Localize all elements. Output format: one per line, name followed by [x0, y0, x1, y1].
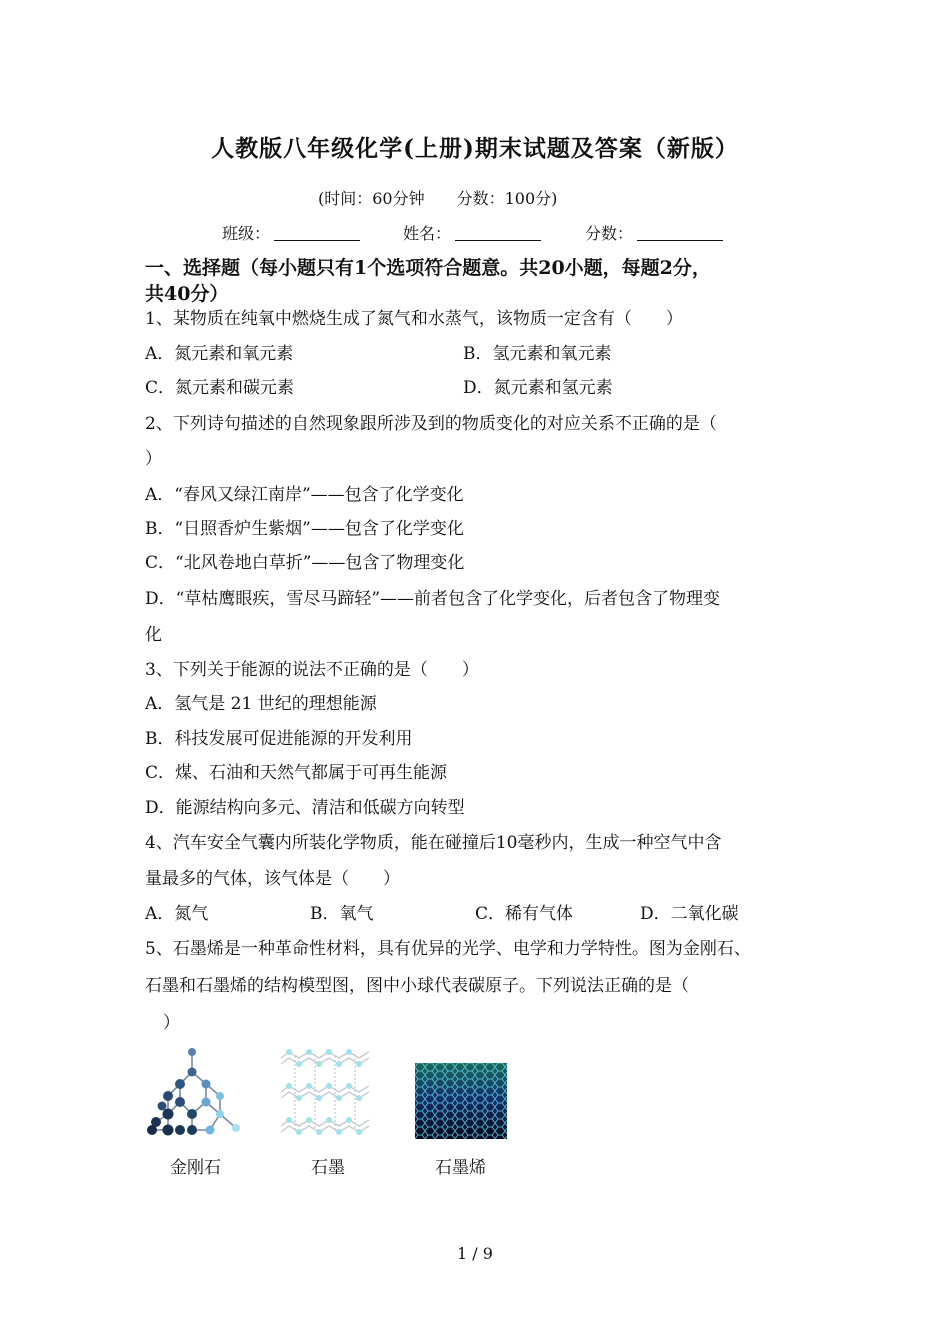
graphene-structure-figure: [415, 1063, 507, 1139]
score-label: 分数：: [585, 224, 634, 243]
q1-option-b: B．氢元素和氧元素: [463, 344, 612, 364]
q1-option-a: A．氮元素和氧元素: [145, 344, 294, 364]
caption-graphite: 石墨: [311, 1158, 345, 1178]
q4-option-b: B．氧气: [310, 904, 374, 924]
time-info: (时间：60分钟 分数：100分): [318, 189, 558, 208]
q2-option-b: B．“日照香炉生紫烟”——包含了化学变化: [145, 519, 464, 539]
q1-stem: 1、某物质在纯氧中燃烧生成了氮气和水蒸气，该物质一定含有（ ）: [145, 309, 683, 329]
name-blank: [455, 226, 541, 241]
q3-option-c: C．煤、石油和天然气都属于可再生能源: [145, 763, 448, 783]
q2-stem-line1: 2、下列诗句描述的自然现象跟所涉及到的物质变化的对应关系不正确的是（: [145, 414, 717, 434]
q1-option-c: C．氮元素和碳元素: [145, 378, 295, 398]
class-blank: [274, 226, 360, 241]
section-heading-line1: 一、选择题（每小题只有1个选项符合题意。共20小题，每题2分，: [145, 257, 711, 279]
class-label: 班级：: [222, 224, 271, 243]
q4-stem-line1: 4、汽车安全气囊内所装化学物质，能在碰撞后10毫秒内，生成一种空气中含: [145, 833, 722, 853]
name-field: [403, 221, 541, 244]
document-title: 人教版八年级化学(上册)期末试题及答案（新版）: [211, 135, 739, 162]
q5-stem-line3: ）: [163, 1013, 180, 1033]
q3-option-a: A．氢气是 21 世纪的理想能源: [145, 694, 377, 714]
q2-option-d-line1: D．“草枯鹰眼疾，雪尽马蹄轻”——前者包含了化学变化，后者包含了物理变: [145, 589, 721, 609]
graphite-structure-figure: [275, 1044, 375, 1139]
diamond-structure-figure: [140, 1044, 250, 1139]
q1-option-d: D．氮元素和氢元素: [463, 378, 613, 398]
q5-stem-line1: 5、石墨烯是一种革命性材料，具有优异的光学、电学和力学特性。图为金刚石、: [145, 939, 751, 959]
section-heading: [145, 255, 835, 307]
page-number: 1 / 9: [457, 1244, 493, 1263]
q3-option-d: D．能源结构向多元、清洁和低碳方向转型: [145, 798, 465, 818]
q3-stem: 3、下列关于能源的说法不正确的是（ ）: [145, 660, 479, 680]
q3-option-b: B．科技发展可促进能源的开发利用: [145, 729, 413, 749]
caption-diamond: 金刚石: [170, 1158, 221, 1178]
q4-stem-line2: 量最多的气体，该气体是（ ）: [145, 869, 400, 889]
q2-stem-line2: ）: [145, 449, 162, 469]
section-heading-line2: 共40分）: [145, 283, 229, 305]
q2-option-a: A．“春风又绿江南岸”——包含了化学变化: [145, 485, 464, 505]
caption-graphene: 石墨烯: [435, 1158, 486, 1178]
q2-option-d-line2: 化: [145, 625, 162, 645]
score-field: [585, 221, 723, 244]
class-field: [222, 221, 360, 244]
q2-option-c: C．“北风卷地白草折”——包含了物理变化: [145, 553, 465, 573]
name-label: 姓名：: [403, 224, 452, 243]
score-blank: [637, 226, 723, 241]
q4-option-d: D．二氧化碳: [640, 904, 739, 924]
q5-stem-line2: 石墨和石墨烯的结构模型图，图中小球代表碳原子。下列说法正确的是（: [145, 976, 689, 996]
q4-option-a: A．氮气: [145, 904, 209, 924]
q4-option-c: C．稀有气体: [475, 904, 574, 924]
